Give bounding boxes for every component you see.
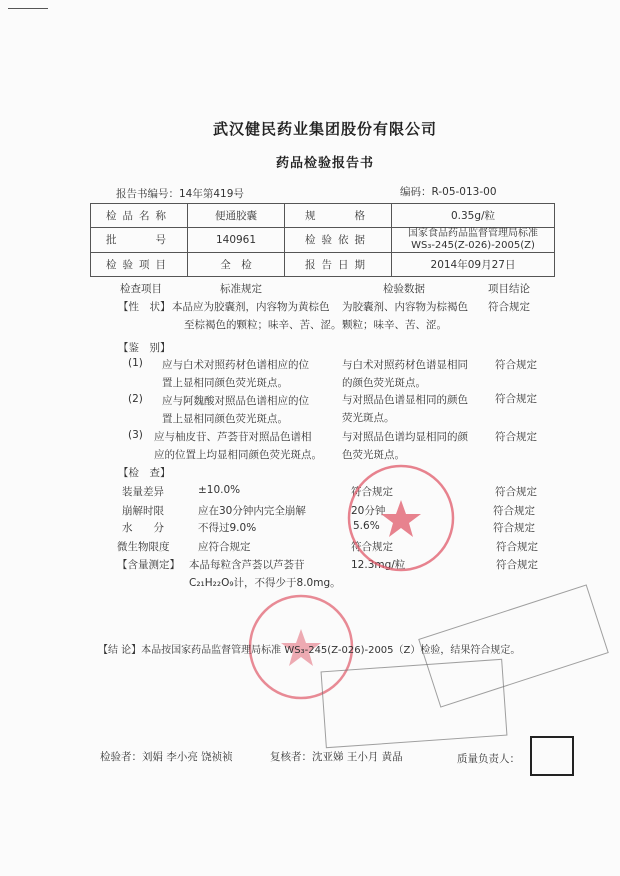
check-name: 微生物限度 xyxy=(117,541,170,553)
section-label: 【检 查】 xyxy=(118,467,171,479)
cell: 140961 xyxy=(188,228,285,253)
result-text: 符合规定 xyxy=(493,505,535,517)
data-text: 为胶囊剂、内容物为棕褐色 xyxy=(342,301,468,313)
report-number: 报告书编号：14年第419号 xyxy=(116,188,244,200)
data-text: 色荧光斑点。 xyxy=(342,449,405,461)
result-text: 符合规定 xyxy=(488,301,530,313)
data-text: 符合规定 xyxy=(351,541,393,553)
check-name: 水 分 xyxy=(122,522,164,534)
document-title: 药品检验报告书 xyxy=(275,156,374,171)
item-no: (1) xyxy=(128,357,143,369)
item-no: (2) xyxy=(128,393,143,405)
result-text: 符合规定 xyxy=(495,431,537,443)
scan-mark xyxy=(8,8,48,9)
data-text: 与对照品色谱显相同的颜色 xyxy=(342,394,468,406)
standard-text: 应在30分钟内完全崩解 xyxy=(198,505,306,517)
conclusion: 【结 论】本品按国家药品监督管理局标准 WS₃-245(Z-026)-2005（Z）检验，结果符合规定。 xyxy=(98,645,521,656)
data-text: 5.6% xyxy=(353,520,380,532)
cell: 检验依据 xyxy=(285,228,392,253)
cell: 国家食品药品监督管理局标准 WS₃-245(Z-026)-2005(Z) xyxy=(392,228,555,253)
standard-text: 应的位置上均显相同颜色荧光斑点。 xyxy=(154,449,322,461)
section-label: 【含量测定】 xyxy=(117,559,180,571)
data-text: 颗粒；味辛、苦、涩。 xyxy=(342,319,447,331)
standard-text: 置上显相同颜色荧光斑点。 xyxy=(162,413,288,425)
data-text: 符合规定 xyxy=(351,486,393,498)
standard-text: 不得过9.0% xyxy=(198,522,257,534)
standard-text: 置上显相同颜色荧光斑点。 xyxy=(162,377,288,389)
red-seal-stamp xyxy=(345,462,457,574)
standard-text: 应符合规定 xyxy=(198,541,251,553)
result-text: 符合规定 xyxy=(493,522,535,534)
section-label: 【性 状】 xyxy=(118,301,171,313)
standard-text: C₂₁H₂₂O₉计，不得少于8.0mg。 xyxy=(189,577,341,589)
cell: 规 格 xyxy=(285,204,392,228)
header-item: 检查项目 xyxy=(120,283,162,295)
header-standard: 标准规定 xyxy=(220,283,262,295)
company-name: 武汉健民药业集团股份有限公司 xyxy=(212,120,437,138)
data-text: 与白术对照药材色谱显相同 xyxy=(342,359,468,371)
data-text: 荧光斑点。 xyxy=(342,412,395,424)
cell: 批 号 xyxy=(91,228,188,253)
header-result: 项目结论 xyxy=(488,283,530,295)
check-name: 崩解时限 xyxy=(122,505,164,517)
standard-text: 至棕褐色的颗粒；味辛、苦、涩。 xyxy=(184,319,342,331)
qa-personal-seal xyxy=(530,736,574,776)
qa-signature-label: 质量负责人： xyxy=(457,753,520,765)
form-code: 编码：R-05-013-00 xyxy=(400,186,497,198)
standard-text: 应与白术对照药材色谱相应的位 xyxy=(162,359,309,371)
standard-text: 本品应为胶囊剂，内容物为黄棕色 xyxy=(172,301,330,313)
cell: 检验项目 xyxy=(91,253,188,277)
result-text: 符合规定 xyxy=(495,486,537,498)
cell: 报告日期 xyxy=(285,253,392,277)
standard-text: 本品每粒含芦荟以芦荟苷 xyxy=(189,559,305,571)
cell: 0.35g/粒 xyxy=(392,204,555,228)
data-text: 的颜色荧光斑点。 xyxy=(342,377,426,389)
standard-text: 应与阿魏酸对照品色谱相应的位 xyxy=(162,395,309,407)
inspector-signature: 检验者：刘娟 李小亮 饶祯祯 xyxy=(100,751,233,763)
cell: 2014年09月27日 xyxy=(392,253,555,277)
info-table xyxy=(90,203,555,277)
result-text: 符合规定 xyxy=(496,559,538,571)
item-no: (3) xyxy=(128,429,143,441)
cell: 全 检 xyxy=(188,253,285,277)
table-row xyxy=(91,204,555,228)
cell: 便通胶囊 xyxy=(188,204,285,228)
check-name: 装量差异 xyxy=(122,486,164,498)
standard-text: 应与柚皮苷、芦荟苷对照品色谱相 xyxy=(154,431,312,443)
table-row xyxy=(91,228,555,253)
result-text: 符合规定 xyxy=(496,541,538,553)
data-text: 20分钟 xyxy=(351,505,386,517)
data-text: 12.3mg/粒 xyxy=(351,559,406,571)
cell: 检品名称 xyxy=(91,204,188,228)
table-row xyxy=(91,253,555,277)
standard-text: ±10.0% xyxy=(198,484,241,496)
data-text: 与对照品色谱均显相同的颜 xyxy=(342,431,468,443)
result-text: 符合规定 xyxy=(495,359,537,371)
result-text: 符合规定 xyxy=(495,393,537,405)
reviewer-signature: 复核者：沈亚娣 王小月 黄晶 xyxy=(270,751,403,763)
header-data: 检验数据 xyxy=(383,283,425,295)
section-label: 【鉴 别】 xyxy=(118,342,171,354)
